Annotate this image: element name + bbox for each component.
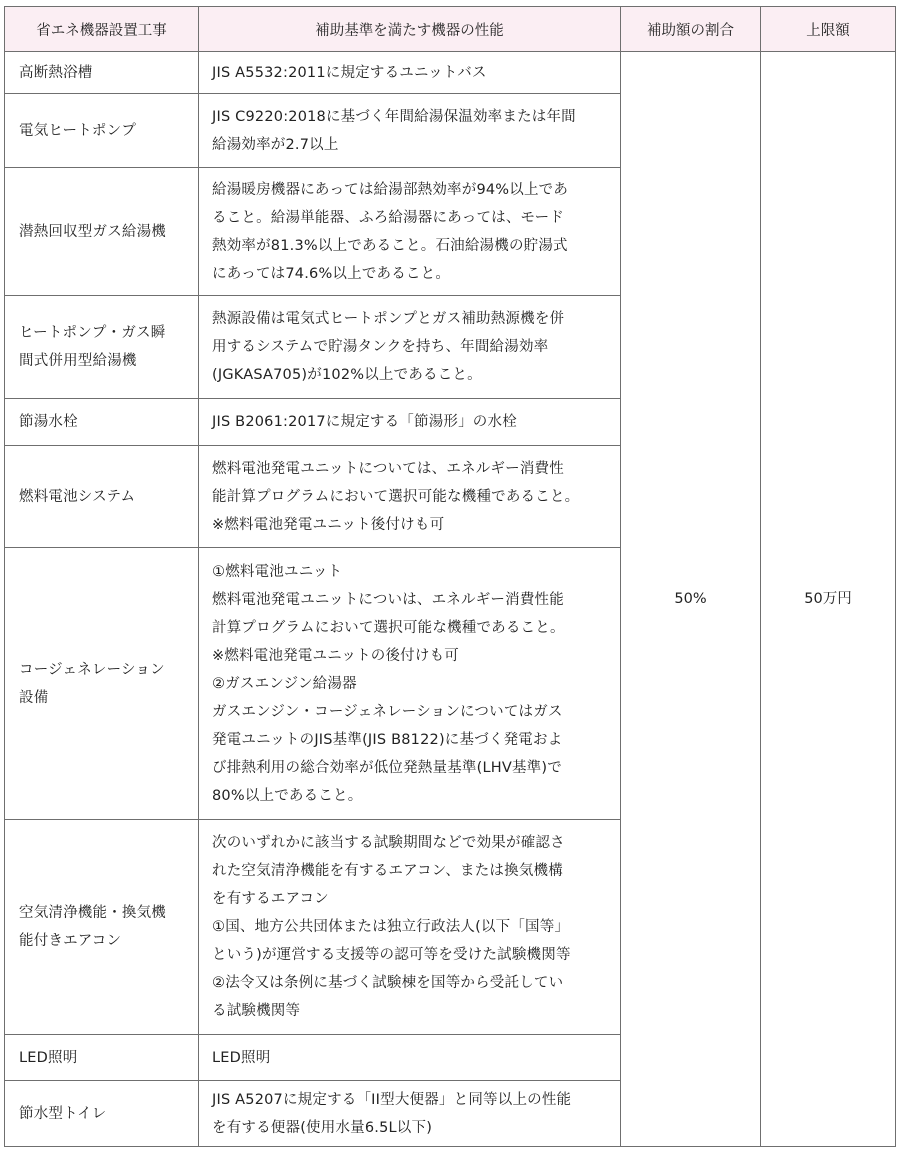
performance-line: 計算プログラムにおいて選択可能な機種であること。 <box>212 619 565 636</box>
header-equipment: 省エネ機器設置工事 <box>5 7 199 52</box>
performance-line: れた空気清浄機能を有するエアコン、または換気機構 <box>212 863 563 879</box>
equipment-name-cell <box>5 168 199 296</box>
performance-line: LED照明 <box>212 1049 271 1066</box>
performance-line: にあっては74.6%以上であること。 <box>212 265 451 282</box>
performance-line: JIS B2061:2017に規定する「節湯形」の水栓 <box>212 414 517 430</box>
performance-line: 発電ユニットのJIS基準(JIS B8122)に基づく発電およ <box>212 731 563 748</box>
performance-cell <box>199 168 621 296</box>
header-performance: 補助基準を満たす機器の性能 <box>199 7 621 52</box>
performance-line: ること。給湯単能器、ふろ給湯器にあっては、モード <box>212 209 565 226</box>
performance-line: JIS A5532:2011に規定するユニットバス <box>212 64 487 81</box>
equipment-name-line: LED照明 <box>19 1049 78 1066</box>
performance-line: 熱効率が81.3%以上であること。石油給湯機の貯湯式 <box>212 237 568 254</box>
performance-cell <box>199 296 621 399</box>
performance-line: 熱源設備は電気式ヒートポンプとガス補助熱源機を併 <box>212 311 565 327</box>
table-row <box>5 52 896 94</box>
performance-line: 燃料電池発電ユニットについは、エネルギー消費性能 <box>212 591 564 608</box>
performance-line: び排熱利用の総合効率が低位発熱量基準(LHV基準)で <box>212 759 562 776</box>
equipment-name-line: 節湯水栓 <box>19 414 78 430</box>
performance-line: を有する便器(使用水量6.5L以下) <box>212 1119 433 1136</box>
equipment-name-line: コージェネレーション <box>19 661 165 678</box>
equipment-name-line: ヒートポンプ・ガス瞬 <box>19 325 166 341</box>
performance-line: 能計算プログラムにおいて選択可能な機種であること。 <box>212 488 580 505</box>
header-subsidy-rate: 補助額の割合 <box>621 7 761 52</box>
performance-line: 給湯暖房機器にあっては給湯部熱効率が94%以上であ <box>212 181 569 198</box>
equipment-name-line: 空気清浄機能・換気機 <box>19 905 166 921</box>
equipment-name-cell <box>5 446 199 548</box>
performance-line: JIS C9220:2018に基づく年間給湯保温効率または年間 <box>212 108 576 125</box>
header-row <box>5 7 896 52</box>
equipment-name-line: 電気ヒートポンプ <box>19 122 137 139</box>
performance-line: ②法令又は条例に基づく試験棟を国等から受託してい <box>212 975 564 991</box>
performance-cell <box>199 52 621 94</box>
performance-cell <box>199 94 621 168</box>
equipment-name-cell <box>5 52 199 94</box>
performance-line: ※燃料電池発電ユニット後付けも可 <box>212 516 445 533</box>
subsidy-equipment-table <box>4 6 896 1147</box>
performance-line: 給湯効率が2.7以上 <box>212 136 339 153</box>
equipment-name-cell <box>5 548 199 820</box>
performance-line: 80%以上であること。 <box>212 787 363 804</box>
performance-line: ②ガスエンジン給湯器 <box>212 675 357 692</box>
performance-line: る試験機関等 <box>212 1003 301 1019</box>
performance-line: (JGKASA705)が102%以上であること。 <box>212 367 482 383</box>
performance-line: ①国、地方公共団体または独立行政法人(以下「国等」 <box>212 919 570 935</box>
performance-cell <box>199 1081 621 1147</box>
equipment-name-line: 間式併用型給湯機 <box>19 353 137 369</box>
performance-line: 燃料電池発電ユニットについては、エネルギー消費性 <box>212 460 564 477</box>
performance-line: を有するエアコン <box>212 891 329 907</box>
equipment-name-cell <box>5 94 199 168</box>
equipment-name-line: 設備 <box>19 689 49 706</box>
equipment-name-line: 高断熱浴槽 <box>19 64 93 81</box>
performance-line: 次のいずれかに該当する試験期間などで効果が確認さ <box>212 835 565 851</box>
performance-line: ※燃料電池発電ユニットの後付けも可 <box>212 647 459 664</box>
equipment-name-cell <box>5 399 199 446</box>
subsidy-rate-cell: 50% <box>621 52 761 1147</box>
equipment-name-line: 節水型トイレ <box>19 1105 107 1122</box>
performance-line: という)が運営する支援等の認可等を受けた試験機関等 <box>212 947 571 963</box>
equipment-name-cell <box>5 296 199 399</box>
upper-limit-cell: 50万円 <box>761 52 896 1147</box>
performance-line: JIS A5207に規定する「II型大便器」と同等以上の性能 <box>212 1091 572 1108</box>
equipment-name-line: 能付きエアコン <box>19 933 122 949</box>
performance-cell <box>199 548 621 820</box>
header-upper-limit: 上限額 <box>761 7 896 52</box>
performance-cell <box>199 820 621 1035</box>
performance-line: ①燃料電池ユニット <box>212 563 343 580</box>
equipment-name-line: 潜熱回収型ガス給湯機 <box>19 223 166 240</box>
performance-cell <box>199 399 621 446</box>
equipment-name-line: 燃料電池システム <box>19 488 136 505</box>
equipment-name-cell <box>5 1081 199 1147</box>
performance-cell <box>199 446 621 548</box>
performance-line: ガスエンジン・コージェネレーションについてはガス <box>212 703 563 720</box>
equipment-name-cell <box>5 820 199 1035</box>
equipment-name-cell <box>5 1035 199 1081</box>
performance-cell <box>199 1035 621 1081</box>
performance-line: 用するシステムで貯湯タンクを持ち、年間給湯効率 <box>212 339 549 355</box>
